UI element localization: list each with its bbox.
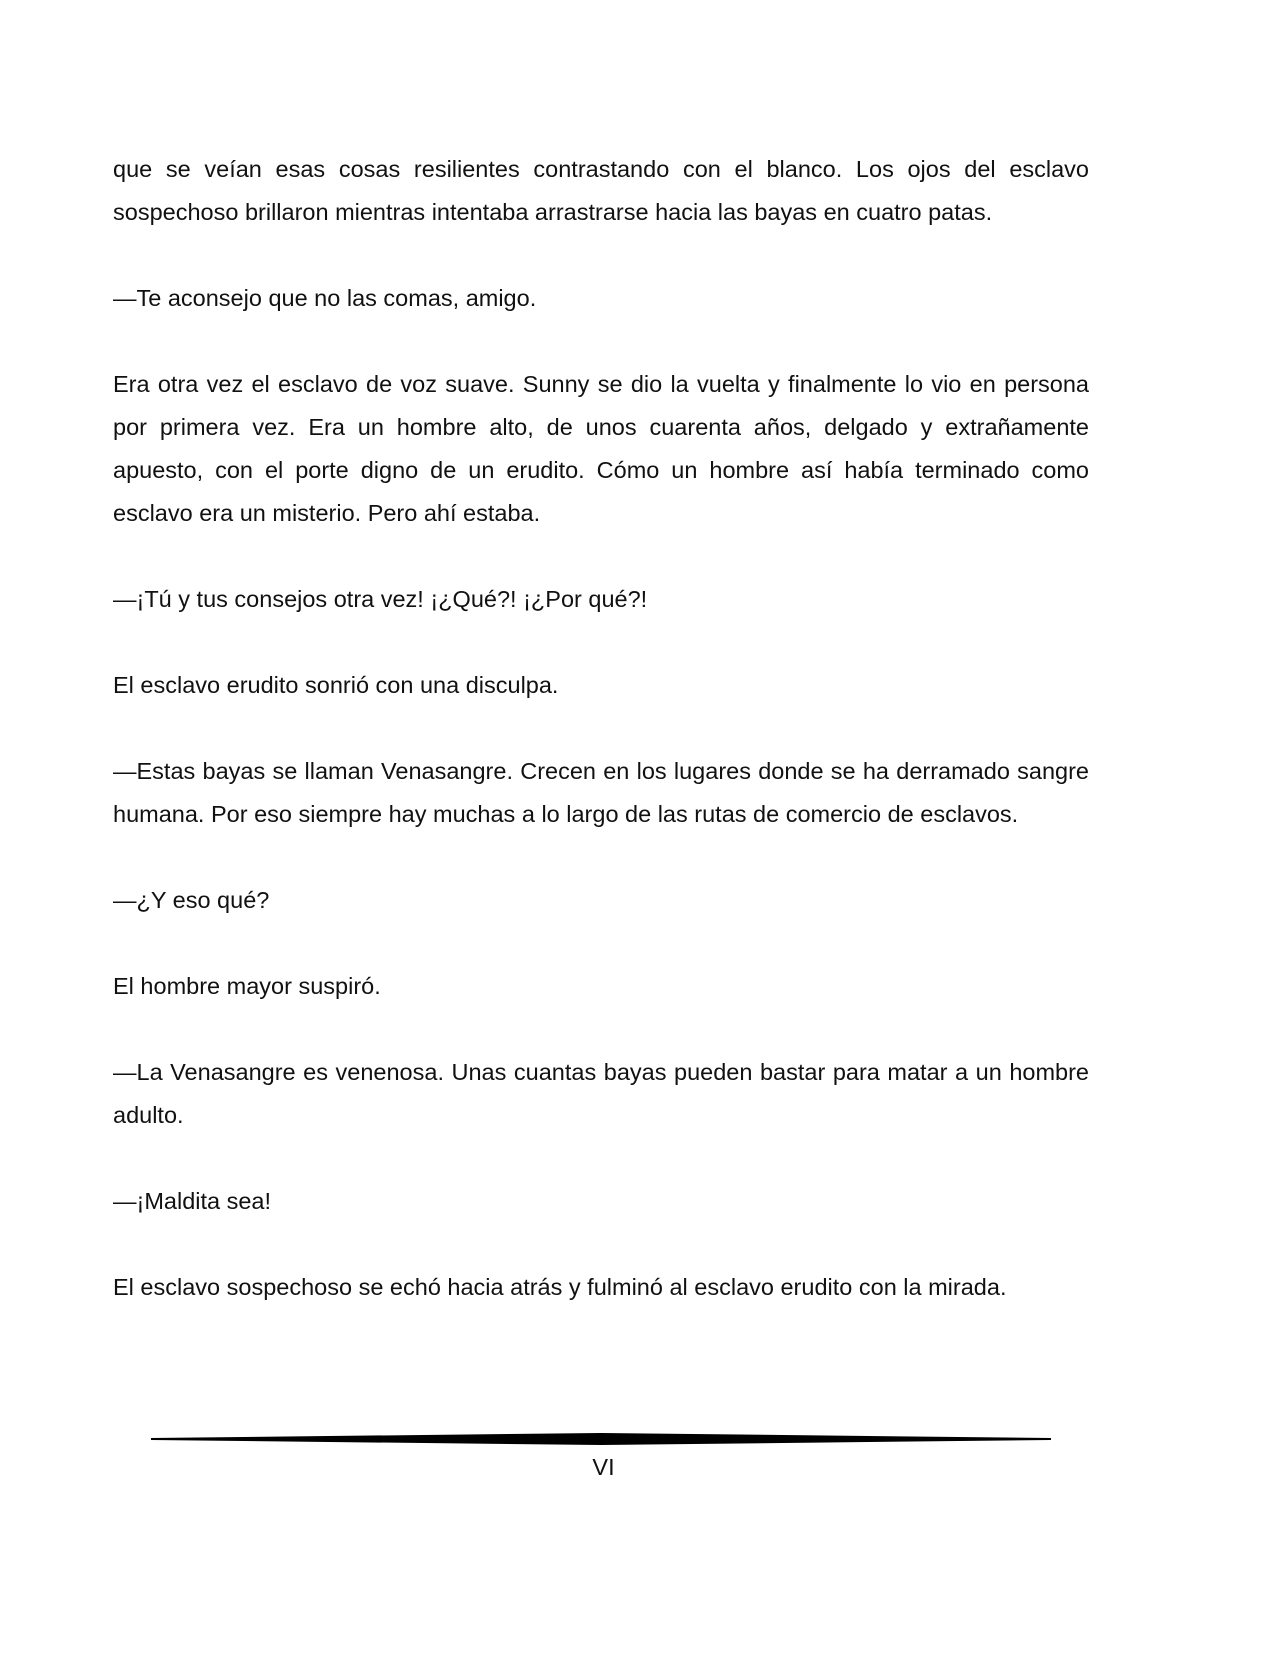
paragraph: El esclavo erudito sonrió con una disculpa. [113, 672, 559, 698]
page-body [113, 148, 1089, 1352]
paragraph: El esclavo sospechoso se echó hacia atrás y fulminó al esclavo erudito con la mirada. [113, 1274, 1007, 1300]
paragraph: —La Venasangre es venenosa. Unas cuantas bayas pueden bastar para matar a un hombre adulto. [113, 1059, 1089, 1128]
paragraph: —Estas bayas se llaman Venasangre. Crecen en los lugares donde se ha derramado sangre humana. Por eso siempre hay muchas a lo largo de las rutas de comercio de esclavos. [113, 758, 1089, 827]
page-number: VI [592, 1454, 615, 1480]
paragraph: Era otra vez el esclavo de voz suave. Sunny se dio la vuelta y finalmente lo vio en persona por primera vez. Era un hombre alto, de unos cuarenta años, delgado y extrañamente apuesto, con el porte digno de un erudito. Cómo un hombre así había terminado como esclavo era un misterio. Pero ahí estaba. [113, 371, 1089, 526]
paragraph: que se veían esas cosas resilientes contrastando con el blanco. Los ojos del esclavo sospechoso brillaron mientras intentaba arrastrarse hacia las bayas en cuatro patas. [113, 156, 1089, 225]
paragraph: —¡Tú y tus consejos otra vez! ¡¿Qué?! ¡¿Por qué?! [113, 586, 648, 612]
paragraph: El hombre mayor suspiró. [113, 973, 381, 999]
paragraph: —¡Maldita sea! [113, 1188, 272, 1214]
paragraph: —Te aconsejo que no las comas, amigo. [113, 285, 537, 311]
footer-divider [151, 1432, 1051, 1446]
paragraph: —¿Y eso qué? [113, 887, 270, 913]
